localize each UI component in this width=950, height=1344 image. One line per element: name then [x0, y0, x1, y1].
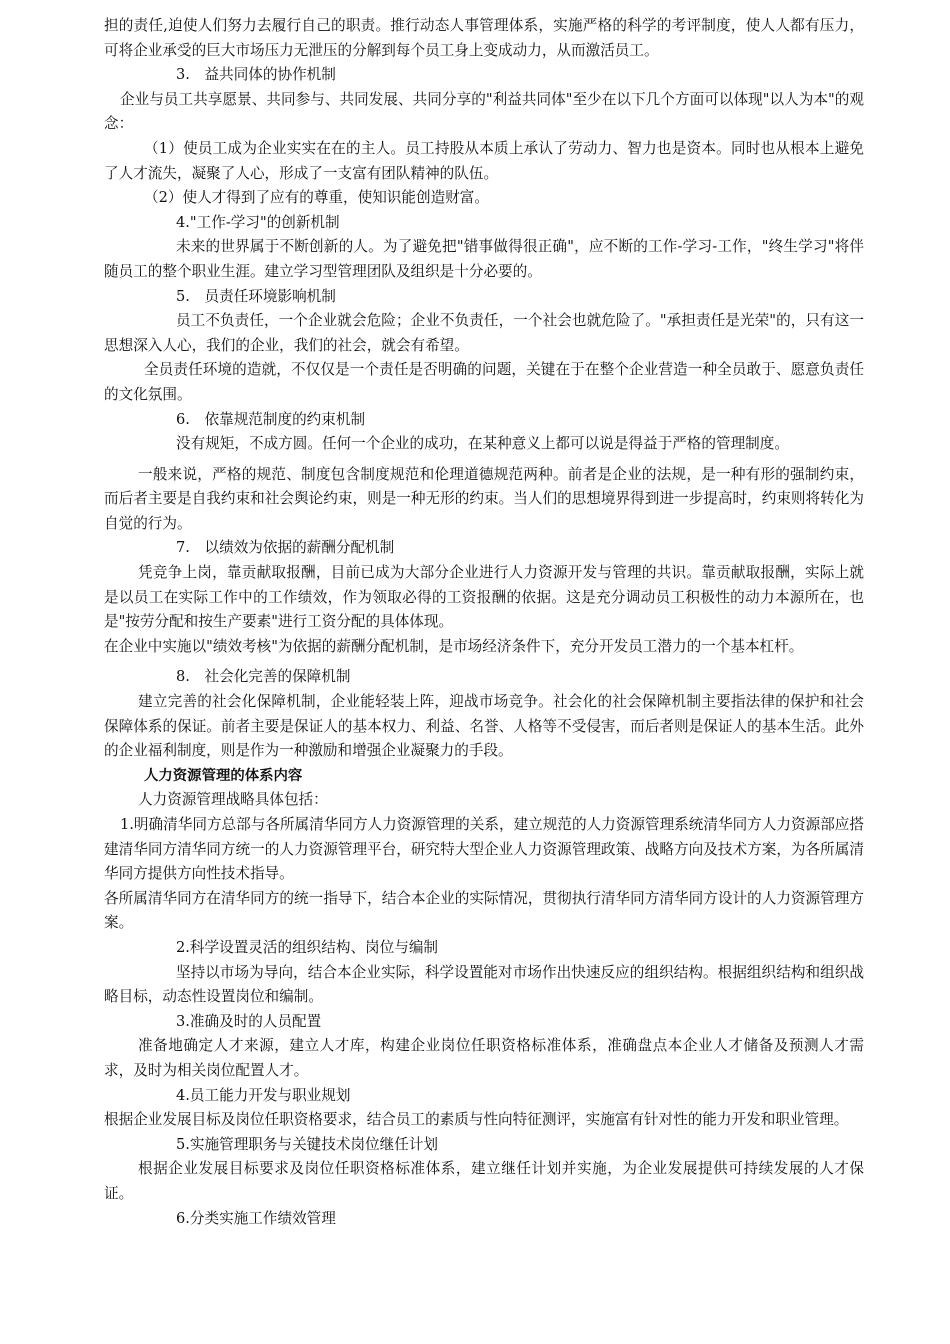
paragraph: 企业与员工共享愿景、共同参与、共同发展、共同分享的"利益共同体"至少在以下几个方面可以体现"以人为本"的观念：: [104, 90, 864, 133]
paragraph: 人力资源管理战略具体包括：: [138, 791, 328, 809]
paragraph: 根据企业发展目标及岗位任职资格要求，结合员工的素质与性向特征测评，实施富有针对性的能力开发和职业管理。: [104, 1111, 849, 1129]
section-heading: 7. 以绩效为依据的薪酬分配机制: [176, 539, 395, 557]
list-item: 1.明确清华同方总部与各所属清华同方人力资源管理的关系，建立规范的人力资源管理系统清华同方人力资源部应搭建清华同方清华同方统一的人力资源管理平台，研究特大型企业人力资源管理政策、战略方向及技术方案，为各所属清华同方提供方向性技术指导。: [104, 816, 864, 883]
paragraph: 凭竞争上岗，靠贡献取报酬，目前已成为大部分企业进行人力资源开发与管理的共识。靠贡献取报酬，实际上就是以员工在实际工作中的工作绩效，作为领取必得的工资报酬的依据。这是充分调动员工积极性的动力本源所在，也是"按劳分配和按生产要素"进行工资分配的具体体现。: [104, 564, 864, 631]
paragraph: 建立完善的社会化保障机制，企业能轻装上阵，迎战市场竞争。社会化的社会保障机制主要指法律的保护和社会保障体系的保证。前者主要是保证人的基本权力、利益、名誉、人格等不受侵害，而后者则是保证人的基本生活。此外的企业福利制度，则是作为一种激励和增强企业凝聚力的手段。: [104, 693, 864, 760]
section-heading: 4."工作-学习"的创新机制: [176, 213, 340, 231]
paragraph: 员工不负责任，一个企业就会危险；企业不负责任，一个社会也就危险了。"承担责任是光荣"的，只有这一思想深入人心，我们的企业，我们的社会，就会有希望。: [104, 312, 864, 354]
section-title: 人力资源管理的体系内容: [144, 767, 303, 784]
paragraph: 根据企业发展目标要求及岗位任职资格标准体系，建立继任计划并实施，为企业发展提供可持续发展的人才保证。: [104, 1160, 864, 1202]
paragraph: 准备地确定人才来源，建立人才库，构建企业岗位任职资格标准体系，准确盘点本企业人才储备及预测人才需求，及时为相关岗位配置人才。: [104, 1037, 864, 1079]
section-heading: 4.员工能力开发与职业规划: [176, 1086, 351, 1104]
document-page: [104, 14, 864, 1231]
paragraph: 没有规矩，不成方圆。任何一个企业的成功，在某种意义上都可以说是得益于严格的管理制度。: [176, 435, 789, 453]
paragraph: 各所属清华同方在清华同方的统一指导下，结合本企业的实际情况，贯彻执行清华同方清华同方设计的人力资源管理方案。: [104, 889, 864, 932]
paragraph: 担的责任,迫使人们努力去履行自己的职责。推行动态人事管理体系，实施严格的科学的考评制度，使人人都有压力，可将企业承受的巨大市场压力无泄压的分解到每个员工身上变成动力，从而激活员工。: [104, 17, 864, 59]
paragraph: 在企业中实施以"绩效考核"为依据的薪酬分配机制，是市场经济条件下，充分开发员工潜力的一个基本杠杆。: [104, 637, 804, 655]
section-heading: 6. 依靠规范制度的约束机制: [176, 410, 366, 428]
paragraph: 一般来说，严格的规范、制度包含制度规范和伦理道德规范两种。前者是企业的法规，是一种有形的强制约束，而后者主要是自我约束和社会舆论约束，则是一种无形的约束。当人们的思想境界得到进一步提高时，约束则将转化为自觉的行为。: [104, 465, 864, 532]
section-heading: 5.实施管理职务与关键技术岗位继任计划: [176, 1135, 439, 1153]
list-item: （2）使人才得到了应有的尊重，使知识能创造财富。: [144, 189, 489, 207]
section-heading: 3. 益共同体的协作机制: [176, 66, 336, 84]
section-heading: 3.准确及时的人员配置: [176, 1012, 322, 1030]
section-heading: 6.分类实施工作绩效管理: [176, 1209, 336, 1227]
paragraph: 坚持以市场为导向，结合本企业实际，科学设置能对市场作出快速反应的组织结构。根据组织结构和组织战略目标，动态性设置岗位和编制。: [104, 963, 864, 1006]
section-heading: 2.科学设置灵活的组织结构、岗位与编制: [176, 938, 439, 956]
paragraph: 全员责任环境的造就，不仅仅是一个责任是否明确的问题，关键在于在整个企业营造一种全员敢于、愿意负责任的文化氛围。: [104, 361, 864, 403]
section-heading: 5. 员责任环境影响机制: [176, 287, 336, 305]
list-item: （1）使员工成为企业实实在在的主人。员工持股从本质上承认了劳动力、智力也是资本。同时也从根本上避免了人才流失，凝聚了人心，形成了一支富有团队精神的队伍。: [104, 139, 864, 182]
section-heading: 8. 社会化完善的保障机制: [176, 668, 351, 686]
paragraph: 未来的世界属于不断创新的人。为了避免把"错事做得很正确"，应不断的工作-学习-工作，"终生学习"将伴随员工的整个职业生涯。建立学习型管理团队及组织是十分必要的。: [104, 238, 864, 280]
